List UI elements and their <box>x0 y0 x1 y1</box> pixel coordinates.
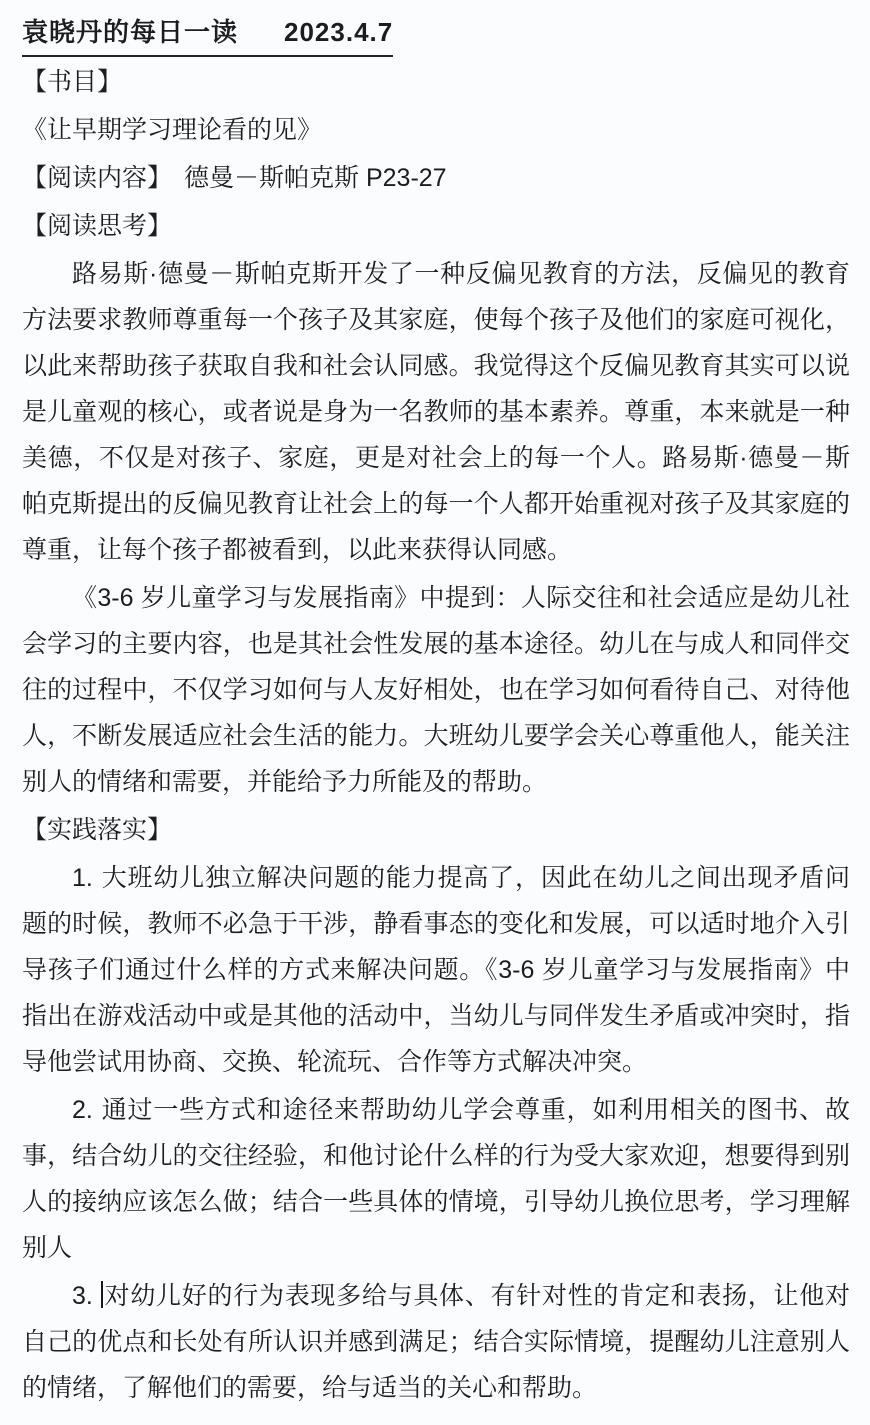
daily-read-header <box>22 10 850 57</box>
practice-item-2-text: 通过一些方式和途径来帮助幼儿学会尊重，如利用相关的图书、故事，结合幼儿的交往经验，和他讨论什么样的行为受大家欢迎，想要得到别人的接纳应该怎么做；结合一些具体的情境，引导幼儿换位思考，学习理解别人 <box>22 1096 850 1262</box>
section-heading-practice: 【实践落实】 <box>22 816 173 844</box>
reflection-paragraph-1: 路易斯·德曼－斯帕克斯开发了一种反偏见教育的方法，反偏见的教育方法要求教师尊重每一个孩子及其家庭，使每个孩子及他们的家庭可视化，以此来帮助孩子获取自我和社会认同感。我觉得这个反偏见教育其实可以说是儿童观的核心，或者说是身为一名教师的基本素养。尊重，本来就是一种美德，不仅是对孩子、家庭，更是对社会上的每一个人。路易斯·德曼－斯帕克斯提出的反偏见教育让社会上的每一个人都开始重视对孩子及其家庭的尊重，让每个孩子都被看到，以此来获得认同感。 <box>22 260 850 564</box>
daily-read-title-underline <box>22 10 393 57</box>
practice-item-3 <box>22 1273 850 1411</box>
practice-item-3-text: 对幼儿好的行为表现多给与具体、有针对性的肯定和表扬，让他对自己的优点和长处有所认识并感到满足；结合实际情境，提醒幼儿注意别人的情绪，了解他们的需要，给与适当的关心和帮助。 <box>22 1282 850 1402</box>
section-reading-content <box>22 155 850 201</box>
reflection-paragraph-2: 《3-6 岁儿童学习与发展指南》中提到：人际交往和社会适应是幼儿社会学习的主要内容，也是其社会性发展的基本途径。幼儿在与成人和同伴交往的过程中，不仅学习如何与人友好相处，也在学习如何看待自己、对待他人，不断发展适应社会生活的能力。大班幼儿要学会关心尊重他人，能关注别人的情绪和需要，并能给予力所能及的帮助。 <box>22 584 850 796</box>
practice-item-1-number: 1. <box>72 864 93 892</box>
section-heading-reflection: 【阅读思考】 <box>22 212 173 240</box>
practice-item-1 <box>22 855 850 1085</box>
daily-read-date: 2023.4.7 <box>284 17 394 47</box>
text-cursor[interactable] <box>101 1281 103 1308</box>
daily-read-title: 袁晓丹的每日一读 <box>22 17 239 47</box>
reading-content-value: 德曼－斯帕克斯 P23-27 <box>184 164 447 192</box>
practice-item-1-text: 大班幼儿独立解决问题的能力提高了，因此在幼儿之间出现矛盾问题的时候，教师不必急于干涉，静看事态的变化和发展，可以适时地介入引导孩子们通过什么样的方式来解决问题。《3-6 岁儿童学习与发展指南》中指出在游戏活动中或是其他的活动中，当幼儿与同伴发生矛盾或冲突时，指导他尝试用协商、交换、轮流玩、合作等方式解决冲突。 <box>22 864 850 1076</box>
section-heading-book: 【书目】 <box>22 68 123 96</box>
reading-content-heading: 【阅读内容】 <box>22 164 173 192</box>
practice-item-2 <box>22 1087 850 1271</box>
practice-item-2-number: 2. <box>72 1096 93 1124</box>
book-title: 《让早期学习理论看的见》 <box>22 116 323 144</box>
practice-item-3-number: 3. <box>72 1282 93 1310</box>
